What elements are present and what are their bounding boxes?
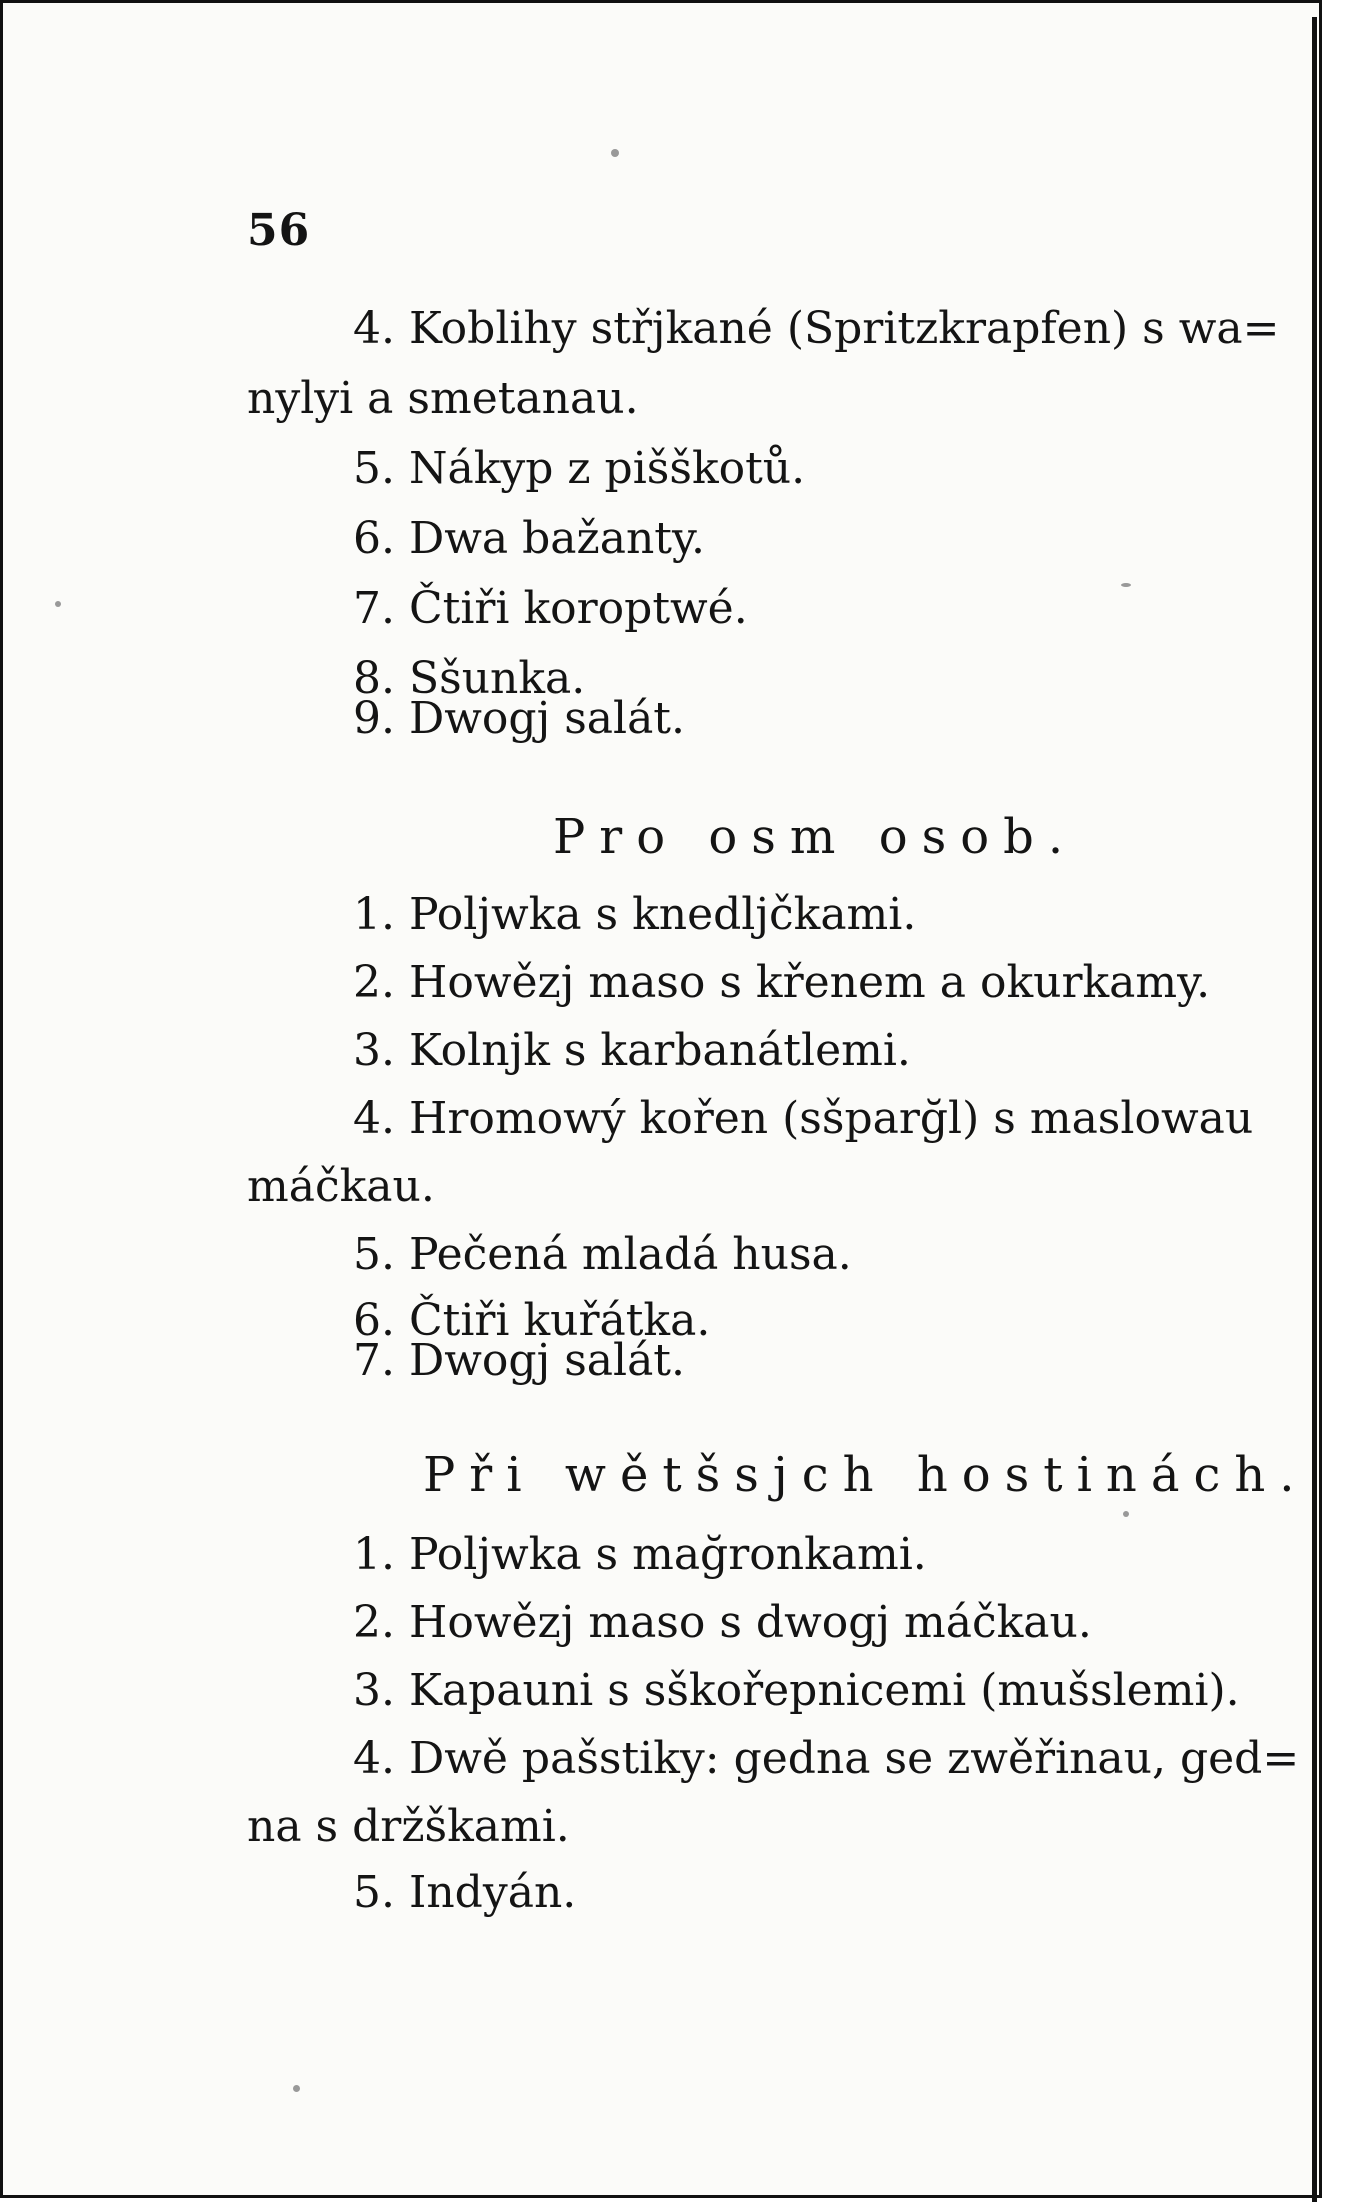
menu-line: 1. Poljwka s knedljčkami. — [353, 889, 917, 940]
scan-speck — [611, 149, 619, 157]
menu-line: 7. Dwogj salát. — [353, 1335, 685, 1386]
scan-speck — [1123, 1511, 1129, 1517]
scan-speck — [1121, 583, 1131, 587]
menu-line: 4. Koblihy střjkané (Spritzkrapfen) s wa= — [353, 303, 1280, 354]
menu-line: 2. Howězj maso s křenem a okurkamy. — [353, 957, 1211, 1008]
menu-line: 1. Poljwka s mağronkami. — [353, 1529, 927, 1580]
page-number: 56 — [247, 205, 311, 256]
section-heading: Pro osm osob. — [553, 809, 1078, 865]
menu-line: 8. Sšunka. — [353, 653, 586, 704]
scan-speck — [55, 601, 61, 607]
menu-line: 9. Dwogj salát. — [353, 693, 685, 744]
section-heading: Při wětšsjch hostinách. — [423, 1447, 1309, 1503]
menu-line: 6. Čtiři kuřátka. — [353, 1295, 711, 1346]
menu-line: 4. Hromowý kořen (sšparğl) s maslowau — [353, 1093, 1254, 1144]
menu-line: na s držškami. — [247, 1801, 570, 1852]
menu-line: 2. Howězj maso s dwogj máčkau. — [353, 1597, 1092, 1648]
scan-speck — [293, 2085, 300, 2092]
menu-line: 6. Dwa bažanty. — [353, 513, 705, 564]
menu-line: 7. Čtiři koroptwé. — [353, 583, 748, 634]
menu-line: nylyi a smetanau. — [247, 373, 639, 424]
menu-line: 5. Nákyp z pišškotů. — [353, 443, 806, 494]
page-edge-rule — [1312, 17, 1317, 2202]
menu-line: 4. Dwě pašstiky: gedna se zwěřinau, ged= — [353, 1733, 1300, 1784]
menu-line: máčkau. — [247, 1161, 435, 1212]
menu-line: 3. Kolnjk s karbanátlemi. — [353, 1025, 911, 1076]
menu-line: 3. Kapauni s sškořepnicemi (mušslemi). — [353, 1665, 1240, 1716]
menu-line: 5. Indyán. — [353, 1867, 577, 1918]
menu-line: 5. Pečená mladá husa. — [353, 1229, 852, 1280]
